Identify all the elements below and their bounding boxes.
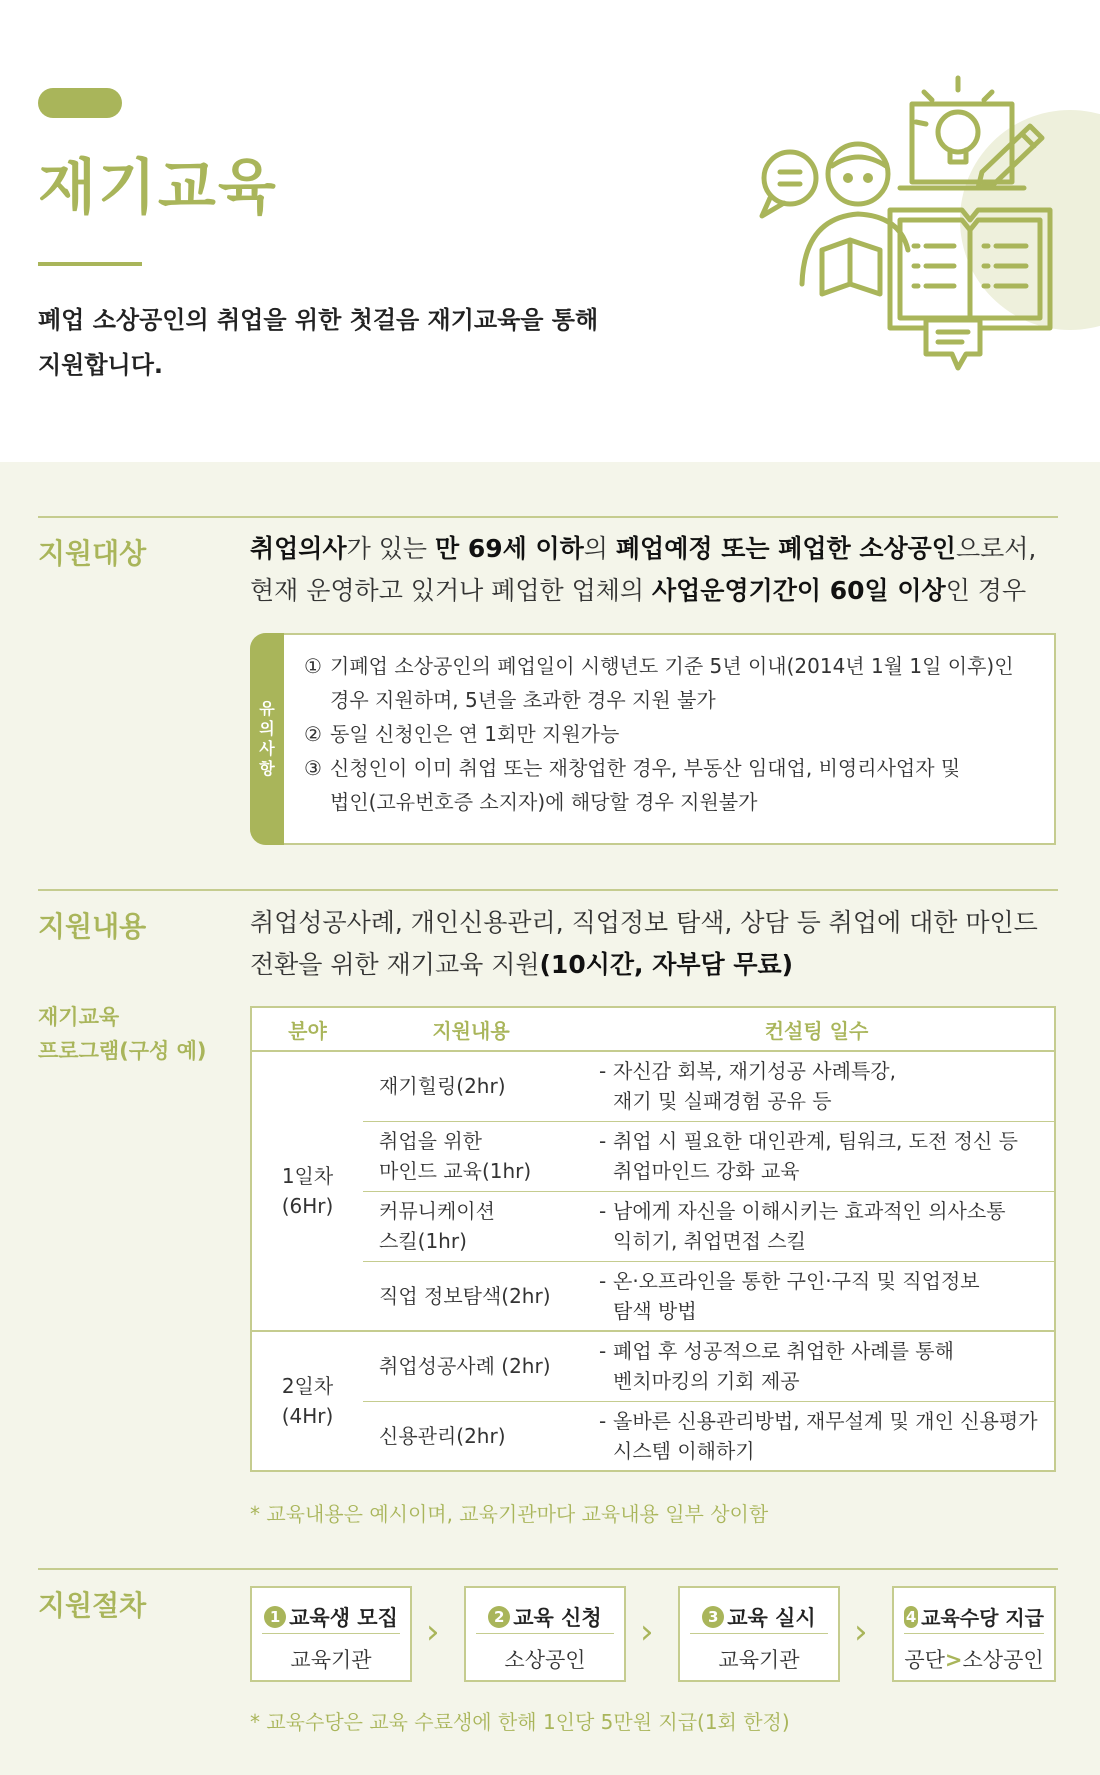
table-row <box>251 1121 1055 1191</box>
notice-item-text <box>330 717 619 751</box>
table-row <box>251 1331 1055 1401</box>
procedure-step-2 <box>464 1586 626 1682</box>
target-text-segment: 의 <box>583 534 616 563</box>
target-text-segment: 만 69세 이하 <box>434 534 584 563</box>
step-number-badge: 3 <box>702 1606 724 1628</box>
description-text: 익히기, 취업면접 스킬 <box>613 1229 806 1253</box>
description-text: 폐업 후 성공적으로 취업한 사례를 통해 <box>613 1339 954 1364</box>
target-description <box>250 528 1050 612</box>
procedure-step-1 <box>250 1586 412 1682</box>
notice-item-text <box>330 751 960 819</box>
table-cell-description <box>579 1401 1055 1471</box>
description-text: 남에게 자신을 이해시키는 효과적인 의사소통 <box>613 1199 1006 1223</box>
target-description-line-2 <box>250 570 1050 612</box>
chevron-right-icon: › <box>426 1612 440 1652</box>
target-text-segment: 사업운영기간이 60일 이상 <box>652 576 946 605</box>
program-label-line-1: 재기교육 <box>38 1005 120 1029</box>
topic-line: 취업을 위한 <box>379 1129 482 1153</box>
table-cell-day <box>251 1051 363 1331</box>
chevron-right-icon: › <box>640 1612 654 1652</box>
step-actor: 교육기관 <box>290 1648 372 1672</box>
day-label-line: 1일차 <box>281 1164 334 1188</box>
content-description-line-2 <box>250 944 1050 986</box>
procedure-step-3 <box>678 1586 840 1682</box>
step-title-text: 교육 신청 <box>513 1605 602 1630</box>
section-label-content: 지원내용 <box>38 910 147 943</box>
description-bullet <box>599 1436 613 1466</box>
notice-item-number: ③ <box>304 756 322 780</box>
table-cell-description <box>579 1121 1055 1191</box>
notice-tab-char: 유 <box>259 699 275 718</box>
table-row <box>251 1051 1055 1121</box>
table-cell-description <box>579 1191 1055 1261</box>
step-title <box>476 1600 614 1634</box>
table-cell-topic <box>363 1051 579 1121</box>
table-cell-topic <box>363 1261 579 1331</box>
target-text-segment: 인 경우 <box>945 576 1027 605</box>
content-description-line-1: 취업성공사례, 개인신용관리, 직업정보 탐색, 상담 등 취업에 대한 마인드 <box>250 908 1038 937</box>
step-title <box>904 1600 1044 1634</box>
description-text: 취업마인드 강화 교육 <box>613 1159 800 1183</box>
description-bullet <box>599 1156 613 1186</box>
step-title-text: 교육수당 지급 <box>921 1606 1044 1630</box>
description-line <box>599 1196 1054 1226</box>
procedure-footnote: * 교육수당은 교육 수료생에 한해 1인당 5만원 지급(1회 한정) <box>250 1710 790 1734</box>
notice-item <box>304 717 1034 751</box>
decorative-pill <box>38 88 122 118</box>
description-line <box>599 1366 1054 1396</box>
notice-item-number: ② <box>304 722 322 746</box>
step-actor: 소상공인 <box>504 1648 586 1672</box>
topic-line: 직업 정보탐색(2hr) <box>379 1283 551 1308</box>
day-label-line: (4Hr) <box>281 1404 334 1428</box>
description-text: 온·오프라인을 통한 구인·구직 및 직업정보 <box>613 1268 980 1293</box>
notice-tab-char: 의 <box>259 719 275 738</box>
target-text-segment: 으로서, <box>955 534 1037 563</box>
description-text: 자신감 회복, 재기성공 사례특강, <box>613 1059 896 1084</box>
notice-item <box>304 751 1034 819</box>
section-divider <box>38 889 1058 891</box>
table-cell-topic <box>363 1401 579 1471</box>
notice-item-line: 동일 신청인은 연 1회만 지원가능 <box>330 722 620 746</box>
column-header-content: 지원내용 <box>363 1007 579 1051</box>
education-illustration-icon <box>740 70 1100 380</box>
step-actor: 교육기관 <box>718 1648 800 1672</box>
header-section <box>0 0 1100 462</box>
notice-item-line: 신청인이 이미 취업 또는 재창업한 경우, 부동산 임대업, 비영리사업자 및 <box>330 756 961 780</box>
topic-line: 신용관리(2hr) <box>379 1423 506 1448</box>
description-bullet: - <box>599 1199 607 1223</box>
target-text-segment: 취업의사 <box>250 534 347 563</box>
description-bullet <box>599 1086 613 1116</box>
description-line <box>599 1056 1054 1086</box>
description-text: 재기 및 실패경험 공유 등 <box>613 1089 832 1114</box>
content-footnote: * 교육내용은 예시이며, 교육기관마다 교육내용 일부 상이함 <box>250 1502 769 1526</box>
chevron-right-icon: › <box>854 1612 868 1652</box>
program-table-header-row <box>251 1007 1055 1051</box>
description-line <box>599 1126 1054 1156</box>
notice-item <box>304 649 1034 717</box>
notice-tab-char: 항 <box>259 759 275 778</box>
step-actor <box>894 1644 1054 1674</box>
notice-list <box>304 649 1034 819</box>
description-text: 취업 시 필요한 대인관계, 팀워크, 도전 정신 등 <box>613 1129 1018 1153</box>
table-cell-description <box>579 1331 1055 1401</box>
notice-item-line: 기폐업 소상공인의 폐업일이 시행년도 기준 5년 이내(2014년 1월 1일 이후)인 <box>330 654 1014 678</box>
target-text-segment: 폐업예정 또는 폐업한 소상공인 <box>615 534 956 563</box>
notice-tab-char: 사 <box>259 739 275 758</box>
description-text: 탐색 방법 <box>613 1298 697 1323</box>
notice-item-line: 경우 지원하며, 5년을 초과한 경우 지원 불가 <box>330 688 716 712</box>
target-text-segment: 현재 운영하고 있거나 폐업한 업체의 <box>250 576 652 605</box>
section-label-target: 지원대상 <box>38 537 147 570</box>
description-bullet: - <box>599 1059 607 1084</box>
step-title <box>690 1600 828 1634</box>
description-line <box>599 1336 1054 1366</box>
day-label-line: (6Hr) <box>281 1194 334 1218</box>
description-bullet: - <box>599 1129 607 1153</box>
description-line <box>599 1226 1054 1256</box>
page-title: 재기교육 <box>38 153 278 223</box>
description-line <box>599 1436 1054 1466</box>
description-text: 올바른 신용관리방법, 재무설계 및 개인 신용평가 <box>613 1408 1038 1433</box>
table-row <box>251 1191 1055 1261</box>
program-table <box>250 1006 1056 1472</box>
header-description-line-1: 폐업 소상공인의 취업을 위한 첫걸음 재기교육을 통해 <box>38 306 599 334</box>
table-cell-topic <box>363 1331 579 1401</box>
table-cell-topic <box>363 1121 579 1191</box>
description-text: 벤치마킹의 기회 제공 <box>613 1369 800 1394</box>
step-number-badge: 2 <box>488 1606 510 1628</box>
description-line <box>599 1156 1054 1186</box>
description-bullet <box>599 1296 613 1326</box>
topic-line: 마인드 교육(1hr) <box>379 1159 532 1183</box>
table-row <box>251 1401 1055 1471</box>
topic-line: 커뮤니케이션 <box>379 1199 495 1223</box>
content-description-plain: 전환을 위한 재기교육 지원 <box>250 950 540 979</box>
description-line <box>599 1266 1054 1296</box>
column-header-days: 컨설팅 일수 <box>579 1007 1055 1051</box>
notice-item-number: ① <box>304 654 322 678</box>
program-label <box>38 1000 207 1068</box>
table-cell-description <box>579 1261 1055 1331</box>
section-label-procedure: 지원절차 <box>38 1589 147 1622</box>
description-bullet: - <box>599 1408 607 1433</box>
table-row <box>251 1261 1055 1331</box>
step-actor-arrow: > <box>944 1648 963 1672</box>
procedure-step-4 <box>892 1586 1056 1682</box>
table-cell-description <box>579 1051 1055 1121</box>
table-cell-topic <box>363 1191 579 1261</box>
notice-item-line: 법인(고유번호증 소지자)에 해당할 경우 지원불가 <box>330 790 758 814</box>
header-description-line-2: 지원합니다. <box>38 351 164 379</box>
step-number-badge: 4 <box>905 1607 917 1626</box>
section-divider <box>38 516 1058 518</box>
step-title-text: 교육 실시 <box>727 1605 816 1630</box>
target-text-segment: 가 있는 <box>346 534 435 563</box>
day-label-line: 2일차 <box>281 1374 334 1398</box>
description-bullet: - <box>599 1339 607 1364</box>
step-number-badge: 1 <box>264 1606 286 1628</box>
description-text: 시스템 이해하기 <box>613 1438 755 1463</box>
notice-box <box>250 633 1056 845</box>
step-title-text: 교육생 모집 <box>289 1605 398 1630</box>
topic-line: 취업성공사례 (2hr) <box>379 1354 551 1379</box>
target-description-line-1 <box>250 528 1050 570</box>
content-description <box>250 902 1050 986</box>
step-actor-to: 소상공인 <box>962 1648 1044 1672</box>
header-description <box>38 298 598 388</box>
section-divider <box>38 1568 1058 1570</box>
content-description-bold: (10시간, 자부담 무료) <box>539 950 794 979</box>
table-cell-day <box>251 1331 363 1471</box>
description-line <box>599 1086 1054 1116</box>
description-line <box>599 1296 1054 1326</box>
topic-line: 재기힐링(2hr) <box>379 1074 506 1099</box>
notice-tab-label <box>250 633 284 845</box>
step-actor-from: 공단 <box>904 1648 945 1672</box>
description-bullet: - <box>599 1268 607 1293</box>
column-header-field: 분야 <box>251 1007 363 1051</box>
program-label-line-2: 프로그램(구성 예) <box>38 1039 207 1063</box>
notice-item-text <box>330 649 1014 717</box>
description-line <box>599 1406 1054 1436</box>
title-underline <box>38 262 142 266</box>
description-bullet <box>599 1366 613 1396</box>
topic-line: 스킬(1hr) <box>379 1229 467 1253</box>
step-title <box>262 1600 400 1634</box>
description-bullet <box>599 1226 613 1256</box>
